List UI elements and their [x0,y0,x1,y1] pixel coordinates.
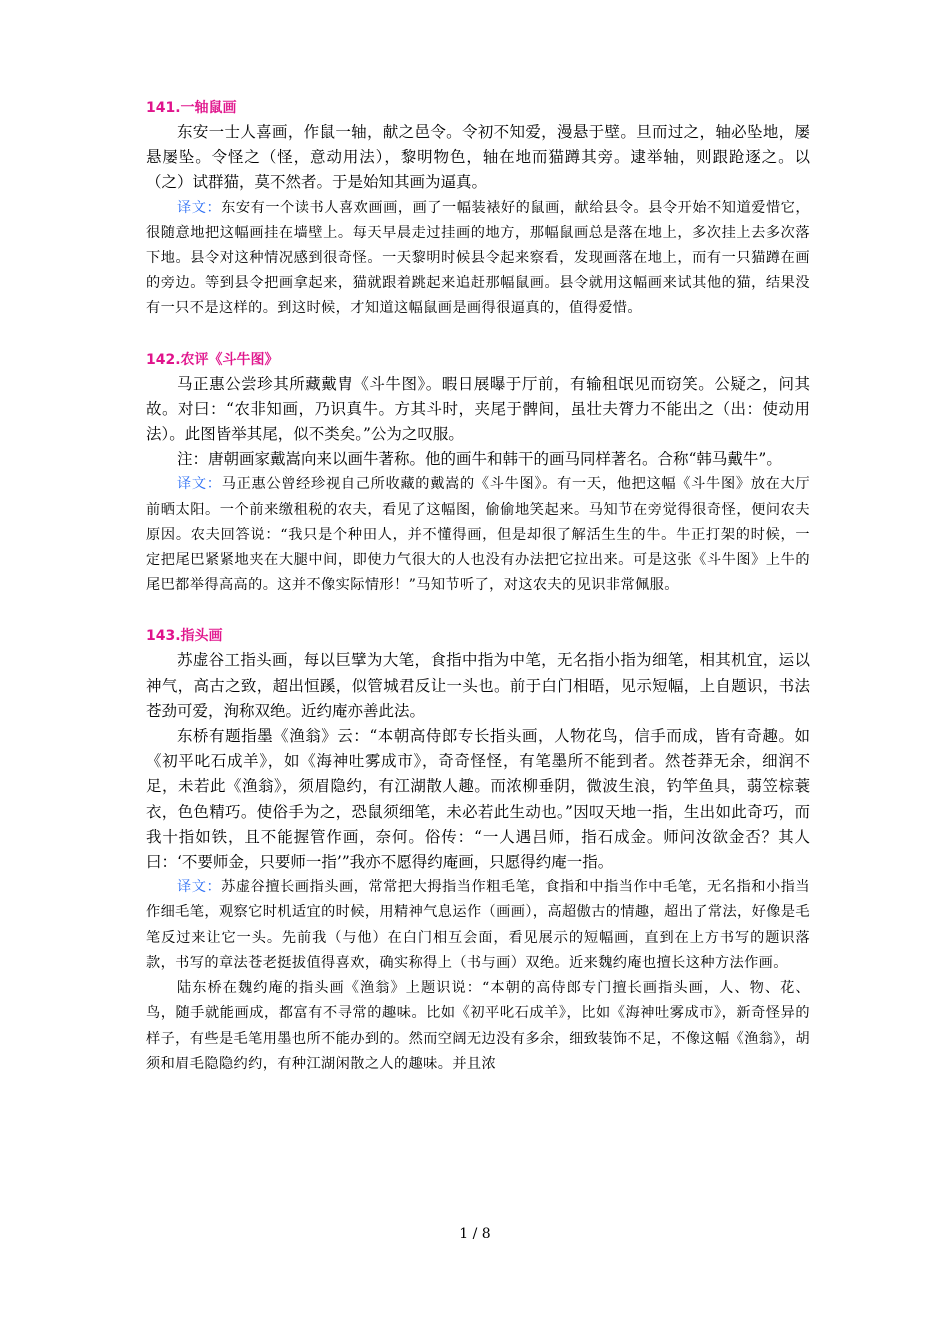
classical-text: 东桥有题指墨《渔翁》云：“本朝高侍郎专长指头画，人物花鸟，信手而成，皆有奇趣。如《初平叱石成羊》，如《海神吐雾成市》，奇奇怪怪，有笔墨所不能到者。然苍莽无余，细润不足，未若此《渔翁》，须眉隐约，有江湖散人趣。而浓柳垂阴，微波生浪，钓竿鱼具，蒻笠棕蓑衣，色色精巧。使俗手为之，恐鼠须细笔，未必若此生动也。”因叹天地一指，生出如此奇巧，而我十指如铁，且不能握管作画，奈何。俗传：“一人遇吕师，指石成金。师问汝欲金否？其人曰：‘不要师金，只要师一指’”我亦不愿得约庵画，只愿得约庵一指。 [146,727,810,872]
translation-paragraph [146,875,810,976]
section-143 [146,624,810,1076]
translation-paragraph [146,472,810,598]
section-141 [146,96,810,322]
classical-text: 苏虚谷工指头画，每以巨擘为大笔，食指中指为中笔，无名指小指为细笔，相其机宜，运以神气，高古之致，超出恒蹊，似管城君反让一头也。前于白门相晤，见示短幅，上自题识，书法苍劲可爱，洵称双绝。近约庵亦善此法。 [146,651,810,720]
translation-text: 陆东桥在魏约庵的指头画《渔翁》上题识说：“本朝的高侍郎专门擅长画指头画，人、物、花、鸟，随手就能画成，都富有不寻常的趣味。比如《初平叱石成羊》，比如《海神吐雾成市》，新奇怪异的样子，有些是毛笔用墨也所不能办到的。然而空阔无边没有多余，细致装饰不足，不像这幅《渔翁》，胡须和眉毛隐隐约约，有种江湖闲散之人的趣味。并且浓 [146,980,810,1072]
translation-label: 译文： [177,199,222,216]
translation-paragraph [146,196,810,322]
classical-text: 马正惠公尝珍其所藏戴胄《斗牛图》。暇日展曝于厅前，有输租氓见而窃笑。公疑之，问其故。对曰：“农非知画，乃识真牛。方其斗时，夹尾于髀间，虽壮夫膂力不能出之（出：使动用法）。此图皆举其尾，似不类矣。”公为之叹服。 [146,374,810,444]
document-page [146,96,810,1077]
translation-label: 译文： [177,476,222,493]
classical-text: 东安一士人喜画，作鼠一轴，献之邑令。令初不知爱，漫悬于壁。旦而过之，轴必坠地，屡悬屡坠。令怪之（怪，意动用法），黎明物色，轴在地而猫蹲其旁。逮举轴，则跟跄逐之。以（之）试群猫，莫不然者。于是始知其画为逼真。 [146,123,810,192]
translation-text: 马正惠公曾经珍视自己所收藏的戴嵩的《斗牛图》。有一天，他把这幅《斗牛图》放在大厅前晒太阳。一个前来缴租税的农夫，看见了这幅图，偷偷地笑起来。马知节在旁觉得很奇怪，便问农夫原因。农夫回答说：“我只是个种田人，并不懂得画，但是却很了解活生生的牛。牛正打架的时候，一定把尾巴紧紧地夹在大腿中间，即使力气很大的人也没有办法把它拉出来。可是这张《斗牛图》上牛的尾巴都举得高高的。这并不像实际情形！”马知节听了，对这农夫的见识非常佩服。 [146,476,811,594]
section-142 [146,348,810,599]
page-number: 1 / 8 [459,1226,491,1242]
section-title: 141.一轴鼠画 [146,100,237,116]
translation-text: 苏虚谷擅长画指头画，常常把大拇指当作粗毛笔，食指和中指当作中毛笔，无名指和小指当作细毛笔，观察它时机适宜的时候，用精神气息运作（画画），高超傲古的情趣，超出了常法，好像是毛笔反过来让它一头。先前我（与他）在白门相互会面，看见展示的短幅画，直到在上方书写的题识落款，书写的章法苍老挺拔值得喜欢，确实称得上（书与画）双绝。近来魏约庵也擅长这种方法作画。 [146,879,810,971]
note-text: 注：唐朝画家戴嵩向来以画牛著称。他的画牛和韩干的画马同样著名。合称“韩马戴牛”。 [177,450,782,469]
section-title: 143.指头画 [146,628,223,645]
section-title: 142.农评《斗牛图》 [146,351,279,368]
translation-label: 译文： [177,879,222,896]
translation-text: 东安有一个读书人喜欢画画，画了一幅装裱好的鼠画，献给县令。县令开始不知道爱惜它，很随意地把这幅画挂在墙壁上。每天早晨走过挂画的地方，那幅鼠画总是落在地上，多次挂上去多次落下地。县令对这种情况感到很奇怪。一天黎明时候县令起来察看，发现画落在地上，而有一只猫蹲在画的旁边。等到县令把画拿起来，猫就跟着跳起来追赶那幅鼠画。县令就用这幅画来试其他的猫，结果没有一只不是这样的。到这时候，才知道这幅鼠画是画得很逼真的，值得爱惜。 [146,199,810,317]
